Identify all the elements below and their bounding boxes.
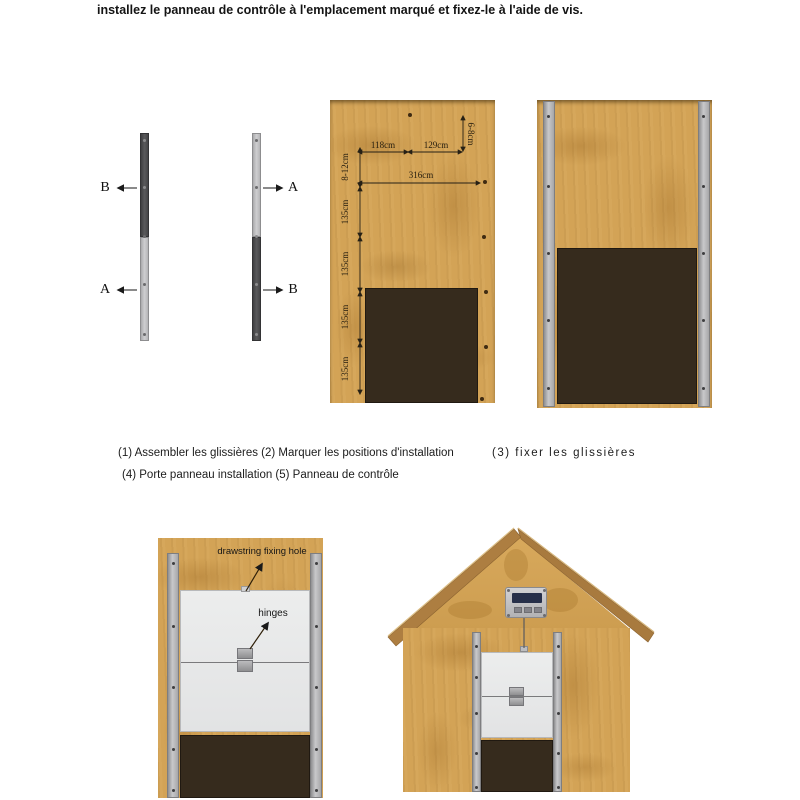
rail-screw <box>702 185 705 188</box>
rail-hole <box>143 333 146 336</box>
label-b-bottom-right: B <box>288 282 298 297</box>
control-panel-display <box>512 593 542 603</box>
rail-screw <box>172 748 175 751</box>
rail-screw <box>475 645 478 648</box>
control-panel-button <box>534 607 542 613</box>
rail-screw <box>315 562 318 565</box>
control-panel-button <box>514 607 522 613</box>
screw-mark <box>408 113 412 117</box>
rail-hole <box>143 186 146 189</box>
panel-corner-screw <box>543 589 546 592</box>
rail-right-upper-light <box>252 133 261 237</box>
control-panel-button <box>524 607 532 613</box>
rail-screw <box>547 185 550 188</box>
rail-screw <box>172 562 175 565</box>
rail-hole <box>255 283 258 286</box>
panel-corner-screw <box>507 589 510 592</box>
panel-corner-screw <box>543 614 546 617</box>
house-door-opening <box>481 740 553 792</box>
hinges-annotation: hinges <box>258 608 288 619</box>
drawstring-hole-tab <box>241 586 250 592</box>
rail-screw <box>547 319 550 322</box>
instruction-text: installez le panneau de contrôle à l'emplacement marqué et fixez-le à l'aide de vis. <box>97 3 583 17</box>
rail-screw <box>172 625 175 628</box>
rail-screw <box>172 789 175 792</box>
rail-hole <box>255 139 258 142</box>
rail-screw <box>702 319 705 322</box>
screw-mark <box>480 397 484 401</box>
dim-135cm-4: 135cm <box>340 356 350 382</box>
rail-hole <box>143 235 146 238</box>
dim-135cm-2: 135cm <box>340 251 350 277</box>
rail-screw <box>557 645 560 648</box>
dim-118cm: 118cm <box>370 140 396 150</box>
house-hinge-upper <box>509 687 524 696</box>
rail-screw <box>475 786 478 789</box>
rail-hole <box>255 333 258 336</box>
rail-screw <box>702 252 705 255</box>
rail-hole <box>143 283 146 286</box>
rail-screw <box>557 752 560 755</box>
screw-mark <box>483 180 487 184</box>
rail-screw <box>547 115 550 118</box>
label-a-bottom-left: A <box>99 282 111 297</box>
rail-hole <box>255 186 258 189</box>
rail-left-lower-light <box>140 237 149 341</box>
rail-screw <box>547 387 550 390</box>
rail-hole <box>143 139 146 142</box>
marking-door-opening <box>365 288 478 403</box>
rail-screw <box>475 752 478 755</box>
caption-step-3: (3) fixer les glissières <box>492 447 636 459</box>
rail-screw <box>702 387 705 390</box>
rail-screw <box>557 712 560 715</box>
caption-steps-1-2: (1) Assembler les glissières (2) Marquer les positions d'installation <box>118 447 454 459</box>
rail-screw <box>475 676 478 679</box>
rail-screw <box>315 748 318 751</box>
dim-129cm: 129cm <box>423 140 449 150</box>
rail-screw <box>557 676 560 679</box>
screw-mark <box>484 290 488 294</box>
door-rail-left <box>167 553 179 798</box>
rail-screw <box>315 686 318 689</box>
rail-right-lower-dark <box>252 237 261 341</box>
screw-mark <box>482 235 486 239</box>
label-a-top-right: A <box>287 180 299 195</box>
rail-screw <box>702 115 705 118</box>
dim-8-12cm: 8-12cm <box>340 153 350 181</box>
label-b-top-left: B <box>100 180 110 195</box>
screw-mark <box>484 345 488 349</box>
control-panel <box>505 587 547 618</box>
dim-6-8cm: 6-8cm <box>466 122 476 146</box>
drawstring-annotation: drawstring fixing hole <box>217 546 307 557</box>
rail-screw <box>547 252 550 255</box>
door-rail-right <box>310 553 322 798</box>
rail-screw <box>475 712 478 715</box>
rail-hole <box>255 235 258 238</box>
panel-corner-screw <box>507 614 510 617</box>
dim-316cm: 316cm <box>408 170 434 180</box>
rail-screw <box>557 786 560 789</box>
cord-connector <box>520 646 528 652</box>
house-hinge-lower <box>509 697 524 706</box>
rail-screw <box>315 789 318 792</box>
dim-135cm-3: 135cm <box>340 304 350 330</box>
rail-screw <box>315 625 318 628</box>
rail-screw <box>172 686 175 689</box>
door-opening-dark <box>180 735 310 798</box>
rail-left-upper-dark <box>140 133 149 237</box>
hinge-block-upper <box>237 648 253 659</box>
caption-steps-4-5: (4) Porte panneau installation (5) Panneau de contrôle <box>122 469 399 481</box>
dim-135cm-1: 135cm <box>340 199 350 225</box>
fixed-door-opening <box>557 248 697 404</box>
hinge-block-lower <box>237 660 253 672</box>
